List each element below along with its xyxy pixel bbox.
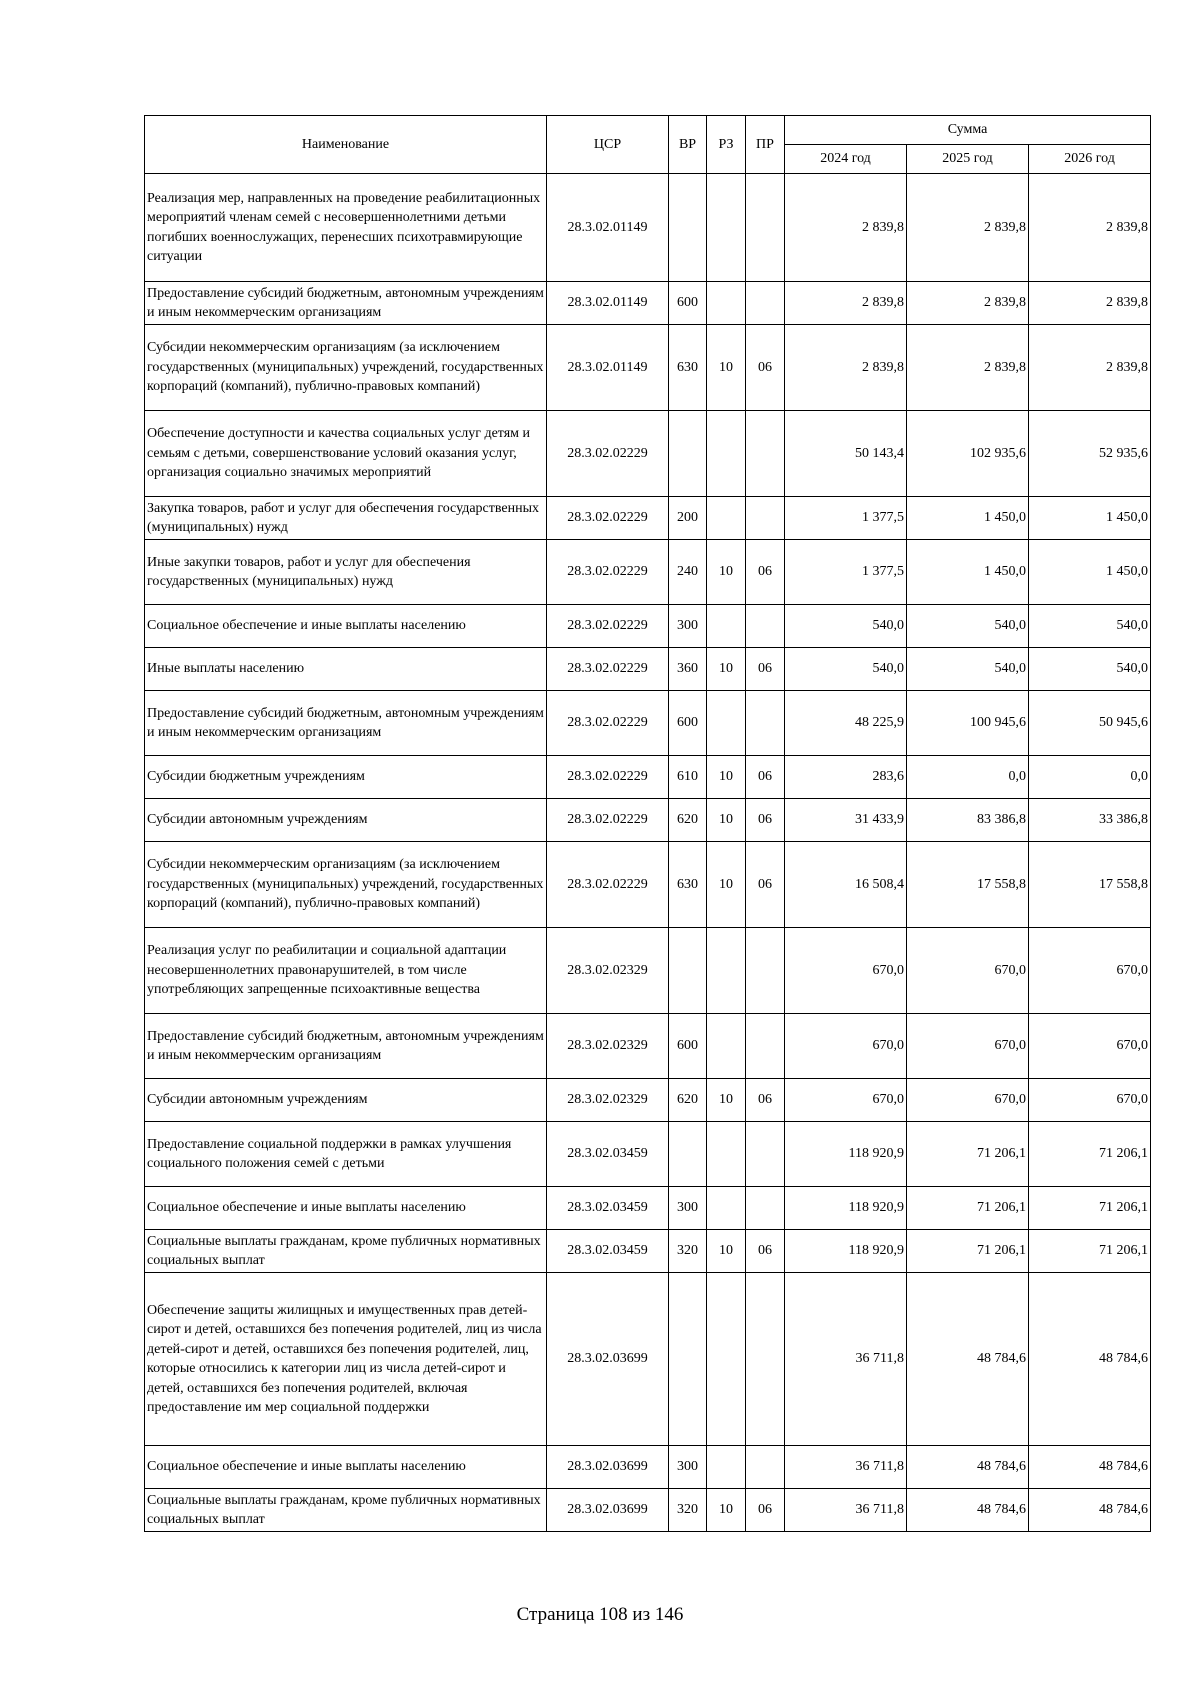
- row-name: Обеспечение доступности и качества социальных услуг детям и семьям с детьми, совершенствование условий оказания услуг, организация социально значимых мероприятий: [145, 411, 547, 497]
- table-row: [145, 411, 1151, 497]
- row-amount-2025: 540,0: [907, 605, 1029, 648]
- row-pr: [746, 1122, 785, 1187]
- row-amount-2025: 2 839,8: [907, 282, 1029, 325]
- row-amount-2024: 36 711,8: [785, 1489, 907, 1532]
- row-rz: 10: [707, 540, 746, 605]
- row-pr: 06: [746, 756, 785, 799]
- row-rz: 10: [707, 799, 746, 842]
- row-vr: 600: [669, 282, 707, 325]
- row-name: Предоставление социальной поддержки в рамках улучшения социального положения семей с детьми: [145, 1122, 547, 1187]
- row-vr: 600: [669, 691, 707, 756]
- row-amount-2025: 48 784,6: [907, 1489, 1029, 1532]
- row-rz: [707, 691, 746, 756]
- table-row: [145, 799, 1151, 842]
- row-pr: [746, 928, 785, 1014]
- row-amount-2025: 1 450,0: [907, 540, 1029, 605]
- row-vr: 240: [669, 540, 707, 605]
- row-rz: 10: [707, 1489, 746, 1532]
- header-sum: Сумма: [785, 116, 1151, 145]
- row-rz: [707, 411, 746, 497]
- row-rz: [707, 1273, 746, 1446]
- row-csr: 28.3.02.03699: [547, 1273, 669, 1446]
- row-pr: 06: [746, 1489, 785, 1532]
- row-name: Закупка товаров, работ и услуг для обеспечения государственных (муниципальных) нужд: [145, 497, 547, 540]
- row-rz: [707, 605, 746, 648]
- row-rz: 10: [707, 1230, 746, 1273]
- row-amount-2026: 2 839,8: [1029, 282, 1151, 325]
- row-amount-2024: 50 143,4: [785, 411, 907, 497]
- row-csr: 28.3.02.02329: [547, 1014, 669, 1079]
- row-amount-2025: 100 945,6: [907, 691, 1029, 756]
- row-pr: [746, 1014, 785, 1079]
- row-pr: [746, 691, 785, 756]
- row-csr: 28.3.02.03699: [547, 1446, 669, 1489]
- row-amount-2025: 670,0: [907, 1079, 1029, 1122]
- row-amount-2026: 2 839,8: [1029, 325, 1151, 411]
- row-name: Предоставление субсидий бюджетным, автономным учреждениям и иным некоммерческим организациям: [145, 691, 547, 756]
- row-csr: 28.3.02.03699: [547, 1489, 669, 1532]
- row-amount-2026: 71 206,1: [1029, 1230, 1151, 1273]
- row-amount-2026: 670,0: [1029, 928, 1151, 1014]
- row-vr: [669, 411, 707, 497]
- row-pr: 06: [746, 540, 785, 605]
- row-vr: 200: [669, 497, 707, 540]
- row-amount-2026: 0,0: [1029, 756, 1151, 799]
- row-amount-2024: 1 377,5: [785, 540, 907, 605]
- row-pr: 06: [746, 842, 785, 928]
- row-amount-2025: 670,0: [907, 1014, 1029, 1079]
- row-amount-2026: 670,0: [1029, 1079, 1151, 1122]
- row-amount-2024: 540,0: [785, 648, 907, 691]
- row-csr: 28.3.02.02229: [547, 691, 669, 756]
- row-amount-2026: 48 784,6: [1029, 1489, 1151, 1532]
- row-amount-2026: 52 935,6: [1029, 411, 1151, 497]
- row-pr: 06: [746, 648, 785, 691]
- row-amount-2024: 2 839,8: [785, 325, 907, 411]
- row-rz: [707, 1187, 746, 1230]
- row-amount-2026: 540,0: [1029, 605, 1151, 648]
- row-vr: 600: [669, 1014, 707, 1079]
- row-amount-2024: 670,0: [785, 1014, 907, 1079]
- row-amount-2025: 540,0: [907, 648, 1029, 691]
- row-name: Предоставление субсидий бюджетным, автономным учреждениям и иным некоммерческим организациям: [145, 1014, 547, 1079]
- row-amount-2026: 71 206,1: [1029, 1187, 1151, 1230]
- row-amount-2025: 0,0: [907, 756, 1029, 799]
- row-rz: [707, 282, 746, 325]
- row-rz: 10: [707, 1079, 746, 1122]
- row-vr: 300: [669, 605, 707, 648]
- row-name: Субсидии автономным учреждениям: [145, 799, 547, 842]
- row-pr: [746, 174, 785, 282]
- row-vr: 300: [669, 1187, 707, 1230]
- row-amount-2026: 48 784,6: [1029, 1273, 1151, 1446]
- row-pr: [746, 411, 785, 497]
- row-amount-2025: 71 206,1: [907, 1122, 1029, 1187]
- row-pr: 06: [746, 1079, 785, 1122]
- row-amount-2026: 540,0: [1029, 648, 1151, 691]
- row-rz: [707, 1446, 746, 1489]
- table-row: [145, 928, 1151, 1014]
- row-name: Реализация мер, направленных на проведение реабилитационных мероприятий членам семей с несовершеннолетними детьми погибших военнослужащих, перенесших психотравмирующие ситуации: [145, 174, 547, 282]
- row-csr: 28.3.02.03459: [547, 1230, 669, 1273]
- table-row: [145, 174, 1151, 282]
- header-year-2024: 2024 год: [785, 145, 907, 174]
- row-amount-2025: 2 839,8: [907, 325, 1029, 411]
- row-rz: [707, 497, 746, 540]
- row-amount-2026: 1 450,0: [1029, 540, 1151, 605]
- row-vr: [669, 928, 707, 1014]
- row-pr: [746, 1446, 785, 1489]
- header-year-2026: 2026 год: [1029, 145, 1151, 174]
- row-amount-2025: 102 935,6: [907, 411, 1029, 497]
- row-csr: 28.3.02.02329: [547, 928, 669, 1014]
- row-amount-2024: 2 839,8: [785, 174, 907, 282]
- table-row: [145, 1273, 1151, 1446]
- row-csr: 28.3.02.01149: [547, 282, 669, 325]
- row-amount-2024: 16 508,4: [785, 842, 907, 928]
- table-row: [145, 1079, 1151, 1122]
- row-csr: 28.3.02.01149: [547, 174, 669, 282]
- table-row: [145, 842, 1151, 928]
- row-rz: [707, 174, 746, 282]
- row-vr: 620: [669, 799, 707, 842]
- table-row: [145, 691, 1151, 756]
- row-amount-2025: 2 839,8: [907, 174, 1029, 282]
- row-amount-2025: 83 386,8: [907, 799, 1029, 842]
- row-csr: 28.3.02.02229: [547, 648, 669, 691]
- table-row: [145, 497, 1151, 540]
- table-row: [145, 648, 1151, 691]
- table-row: [145, 1230, 1151, 1273]
- row-name: Субсидии некоммерческим организациям (за исключением государственных (муниципальных) учреждений, государственных корпораций (компаний), публично-правовых компаний): [145, 325, 547, 411]
- row-amount-2026: 1 450,0: [1029, 497, 1151, 540]
- row-name: Социальные выплаты гражданам, кроме публичных нормативных социальных выплат: [145, 1230, 547, 1273]
- row-csr: 28.3.02.01149: [547, 325, 669, 411]
- header-year-2025: 2025 год: [907, 145, 1029, 174]
- row-amount-2025: 71 206,1: [907, 1230, 1029, 1273]
- row-amount-2024: 118 920,9: [785, 1187, 907, 1230]
- row-amount-2026: 48 784,6: [1029, 1446, 1151, 1489]
- row-rz: [707, 1122, 746, 1187]
- row-amount-2024: 31 433,9: [785, 799, 907, 842]
- header-name: Наименование: [145, 116, 547, 174]
- row-pr: [746, 497, 785, 540]
- row-pr: [746, 1187, 785, 1230]
- row-rz: 10: [707, 325, 746, 411]
- row-amount-2026: 2 839,8: [1029, 174, 1151, 282]
- row-vr: 360: [669, 648, 707, 691]
- row-vr: 630: [669, 842, 707, 928]
- row-vr: [669, 1122, 707, 1187]
- table-row: [145, 1446, 1151, 1489]
- row-pr: [746, 1273, 785, 1446]
- row-amount-2025: 48 784,6: [907, 1273, 1029, 1446]
- header-pr: ПР: [746, 116, 785, 174]
- row-pr: 06: [746, 1230, 785, 1273]
- row-amount-2024: 670,0: [785, 928, 907, 1014]
- header-rz: РЗ: [707, 116, 746, 174]
- row-vr: 300: [669, 1446, 707, 1489]
- row-csr: 28.3.02.02329: [547, 1079, 669, 1122]
- row-amount-2026: 71 206,1: [1029, 1122, 1151, 1187]
- row-csr: 28.3.02.02229: [547, 411, 669, 497]
- table-row: [145, 1489, 1151, 1532]
- row-name: Социальное обеспечение и иные выплаты населению: [145, 1187, 547, 1230]
- table-row: [145, 1122, 1151, 1187]
- row-csr: 28.3.02.02229: [547, 799, 669, 842]
- row-rz: 10: [707, 756, 746, 799]
- row-amount-2024: 540,0: [785, 605, 907, 648]
- row-csr: 28.3.02.02229: [547, 842, 669, 928]
- row-name: Социальное обеспечение и иные выплаты населению: [145, 605, 547, 648]
- header-vr: ВР: [669, 116, 707, 174]
- row-csr: 28.3.02.03459: [547, 1187, 669, 1230]
- table-row: [145, 325, 1151, 411]
- table-row: [145, 1014, 1151, 1079]
- row-amount-2025: 670,0: [907, 928, 1029, 1014]
- row-vr: [669, 174, 707, 282]
- row-amount-2024: 48 225,9: [785, 691, 907, 756]
- table-body: [145, 174, 1151, 1532]
- row-vr: 320: [669, 1489, 707, 1532]
- row-vr: 620: [669, 1079, 707, 1122]
- row-amount-2024: 1 377,5: [785, 497, 907, 540]
- row-amount-2025: 17 558,8: [907, 842, 1029, 928]
- row-csr: 28.3.02.02229: [547, 605, 669, 648]
- row-amount-2024: 36 711,8: [785, 1273, 907, 1446]
- table-row: [145, 605, 1151, 648]
- row-vr: [669, 1273, 707, 1446]
- row-pr: 06: [746, 799, 785, 842]
- budget-table: [144, 115, 1151, 1532]
- row-name: Обеспечение защиты жилищных и имущественных прав детей-сирот и детей, оставшихся без попечения родителей, лиц из числа детей-сирот и детей, оставшихся без попечения родителей, лиц, которые относились к категории лиц из числа детей-сирот и детей, оставшихся без попечения родителей, включая предоставление им мер социальной поддержки: [145, 1273, 547, 1446]
- row-amount-2024: 118 920,9: [785, 1122, 907, 1187]
- row-name: Реализация услуг по реабилитации и социальной адаптации несовершеннолетних правонарушителей, в том числе употребляющих запрещенные психоактивные вещества: [145, 928, 547, 1014]
- row-amount-2026: 17 558,8: [1029, 842, 1151, 928]
- row-vr: 320: [669, 1230, 707, 1273]
- table-row: [145, 540, 1151, 605]
- row-amount-2025: 1 450,0: [907, 497, 1029, 540]
- row-amount-2026: 33 386,8: [1029, 799, 1151, 842]
- row-csr: 28.3.02.02229: [547, 756, 669, 799]
- row-amount-2025: 48 784,6: [907, 1446, 1029, 1489]
- row-name: Субсидии бюджетным учреждениям: [145, 756, 547, 799]
- row-csr: 28.3.02.02229: [547, 497, 669, 540]
- row-name: Иные выплаты населению: [145, 648, 547, 691]
- row-csr: 28.3.02.03459: [547, 1122, 669, 1187]
- header-csr: ЦСР: [547, 116, 669, 174]
- row-rz: [707, 1014, 746, 1079]
- row-csr: 28.3.02.02229: [547, 540, 669, 605]
- row-rz: 10: [707, 648, 746, 691]
- row-name: Предоставление субсидий бюджетным, автономным учреждениям и иным некоммерческим организациям: [145, 282, 547, 325]
- row-vr: 610: [669, 756, 707, 799]
- table-row: [145, 282, 1151, 325]
- row-amount-2024: 670,0: [785, 1079, 907, 1122]
- row-amount-2025: 71 206,1: [907, 1187, 1029, 1230]
- row-amount-2024: 2 839,8: [785, 282, 907, 325]
- row-name: Субсидии автономным учреждениям: [145, 1079, 547, 1122]
- table-row: [145, 1187, 1151, 1230]
- row-pr: [746, 282, 785, 325]
- table-row: [145, 756, 1151, 799]
- page-number: Страница 108 из 146: [516, 1604, 684, 1625]
- row-amount-2026: 670,0: [1029, 1014, 1151, 1079]
- row-name: Субсидии некоммерческим организациям (за исключением государственных (муниципальных) учреждений, государственных корпораций (компаний), публично-правовых компаний): [145, 842, 547, 928]
- row-name: Иные закупки товаров, работ и услуг для обеспечения государственных (муниципальных) нужд: [145, 540, 547, 605]
- row-amount-2024: 118 920,9: [785, 1230, 907, 1273]
- row-amount-2026: 50 945,6: [1029, 691, 1151, 756]
- row-vr: 630: [669, 325, 707, 411]
- row-name: Социальное обеспечение и иные выплаты населению: [145, 1446, 547, 1489]
- row-rz: 10: [707, 842, 746, 928]
- row-amount-2024: 36 711,8: [785, 1446, 907, 1489]
- row-pr: 06: [746, 325, 785, 411]
- row-amount-2024: 283,6: [785, 756, 907, 799]
- row-pr: [746, 605, 785, 648]
- row-rz: [707, 928, 746, 1014]
- row-name: Социальные выплаты гражданам, кроме публичных нормативных социальных выплат: [145, 1489, 547, 1532]
